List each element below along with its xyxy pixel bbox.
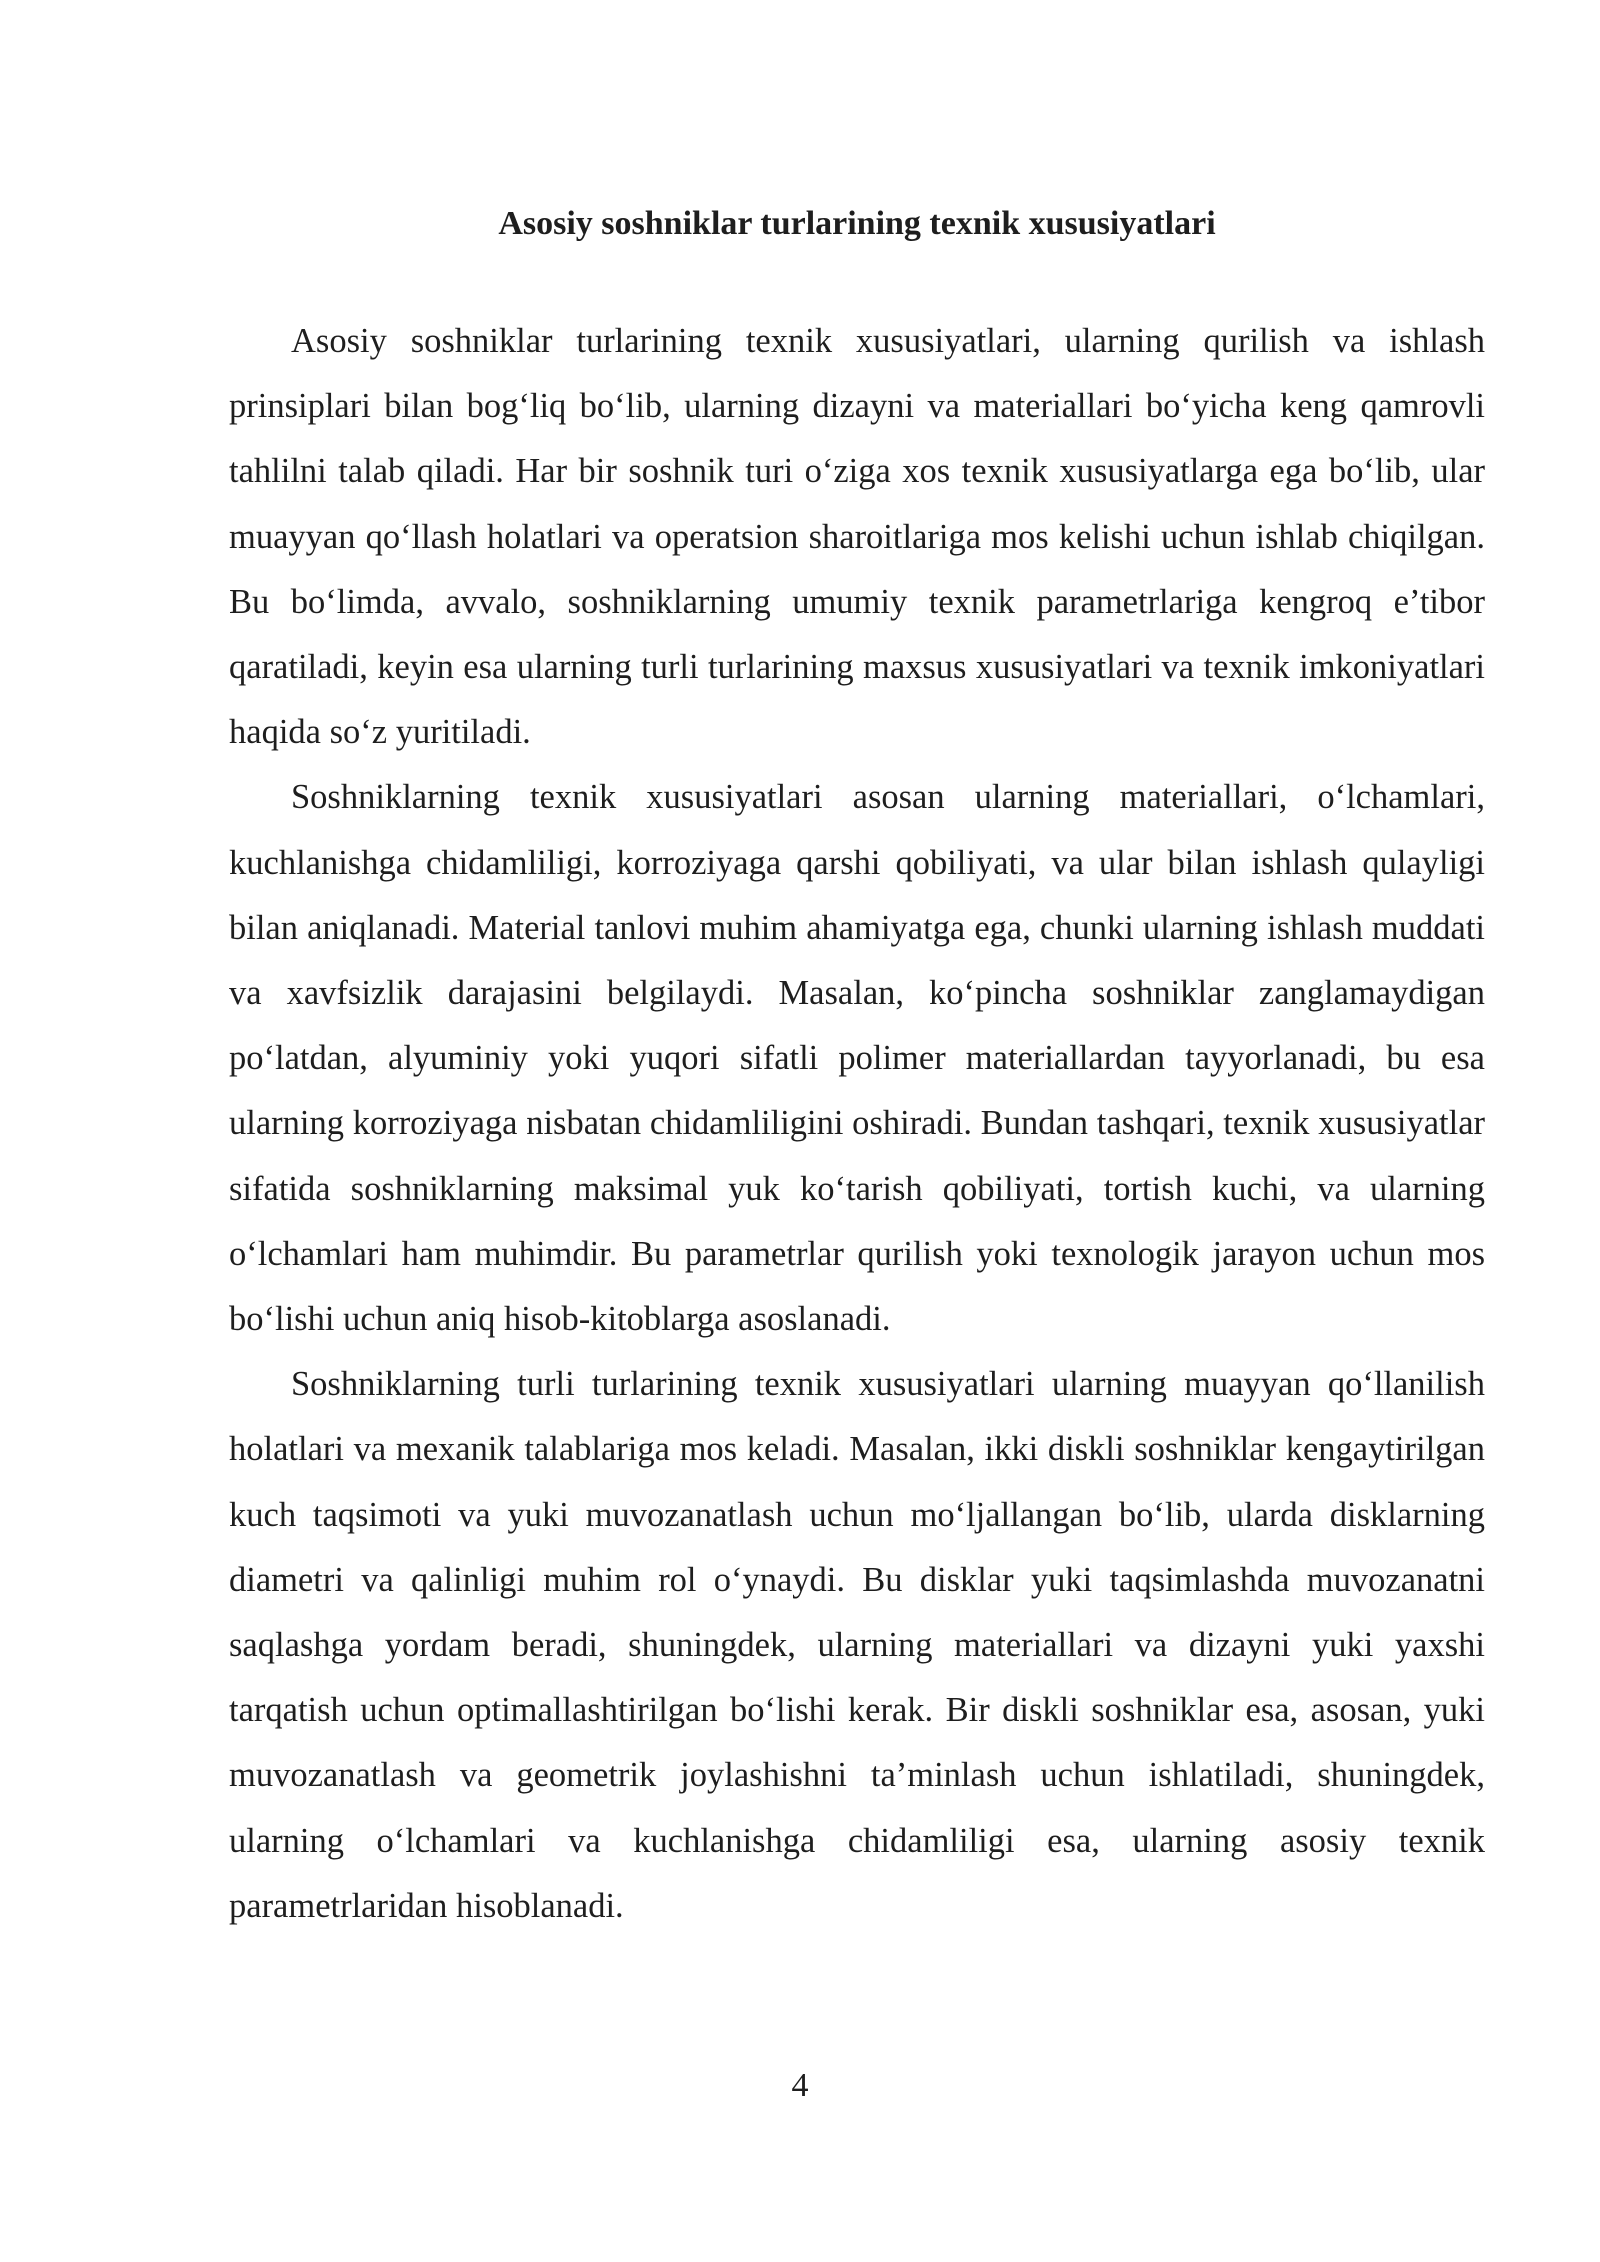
paragraph-2: Soshniklarning texnik xususiyatlari asosan ularning materiallari, o‘lchamlari, kuchlanishga chidamliligi, korroziyaga qarshi qobiliyati, va ular bilan ishlash qulayligi bilan aniqlanadi. Material tanlovi muhim ahamiyatga ega, chunki ularning ishlash muddati va xavfsizlik darajasini belgilaydi. Masalan, ko‘pincha soshniklar zanglamaydigan po‘latdan, alyuminiy yoki yuqori sifatli polimer materiallardan tayyorlanadi, bu esa ularning korroziyaga nisbatan chidamliligini oshiradi. Bundan tashqari, texnik xususiyatlar sifatida soshniklarning maksimal yuk ko‘tarish qobiliyati, tortish kuchi, va ularning o‘lchamlari ham muhimdir. Bu parametrlar qurilish yoki texnologik jarayon uchun mos bo‘lishi uchun aniq hisob-kitoblarga asoslanadi. [229, 778, 1485, 1339]
page-title: Asosiy soshniklar turlarining texnik xususiyatlari [498, 205, 1216, 242]
paragraph-1: Asosiy soshniklar turlarining texnik xususiyatlari, ularning qurilish va ishlash prinsiplari bilan bog‘liq bo‘lib, ularning dizayni va materiallari bo‘yicha keng qamrovli tahlilni talab qiladi. Har bir soshnik turi o‘ziga xos texnik xususiyatlarga ega bo‘lib, ular muayyan qo‘llash holatlari va operatsion sharoitlariga mos kelishi uchun ishlab chiqilgan. Bu bo‘limda, avvalo, soshniklarning umumiy texnik parametrlariga kengroq e’tibor qaratiladi, keyin esa ularning turli turlarining maxsus xususiyatlari va texnik imkoniyatlari haqida so‘z yuritiladi. [229, 322, 1485, 752]
paragraph-3: Soshniklarning turli turlarining texnik xususiyatlari ularning muayyan qo‘llanilish holatlari va mexanik talablariga mos keladi. Masalan, ikki diskli soshniklar kengaytirilgan kuch taqsimoti va yuki muvozanatlash uchun mo‘ljallangan bo‘lib, ularda disklarning diametri va qalinligi muhim rol o‘ynaydi. Bu disklar yuki taqsimlashda muvozanatni saqlashga yordam beradi, shuningdek, ularning materiallari va dizayni yuki yaxshi tarqatish uchun optimallashtirilgan bo‘lishi kerak. Bir diskli soshniklar esa, asosan, yuki muvozanatlash va geometrik joylashishni ta’minlash uchun ishlatiladi, shuningdek, ularning o‘lchamlari va kuchlanishga chidamliligi esa, ularning asosiy texnik parametrlaridan hisoblanadi. [229, 1365, 1485, 1925]
page-number: 4 [791, 2067, 809, 2104]
body-text [229, 309, 1485, 1939]
